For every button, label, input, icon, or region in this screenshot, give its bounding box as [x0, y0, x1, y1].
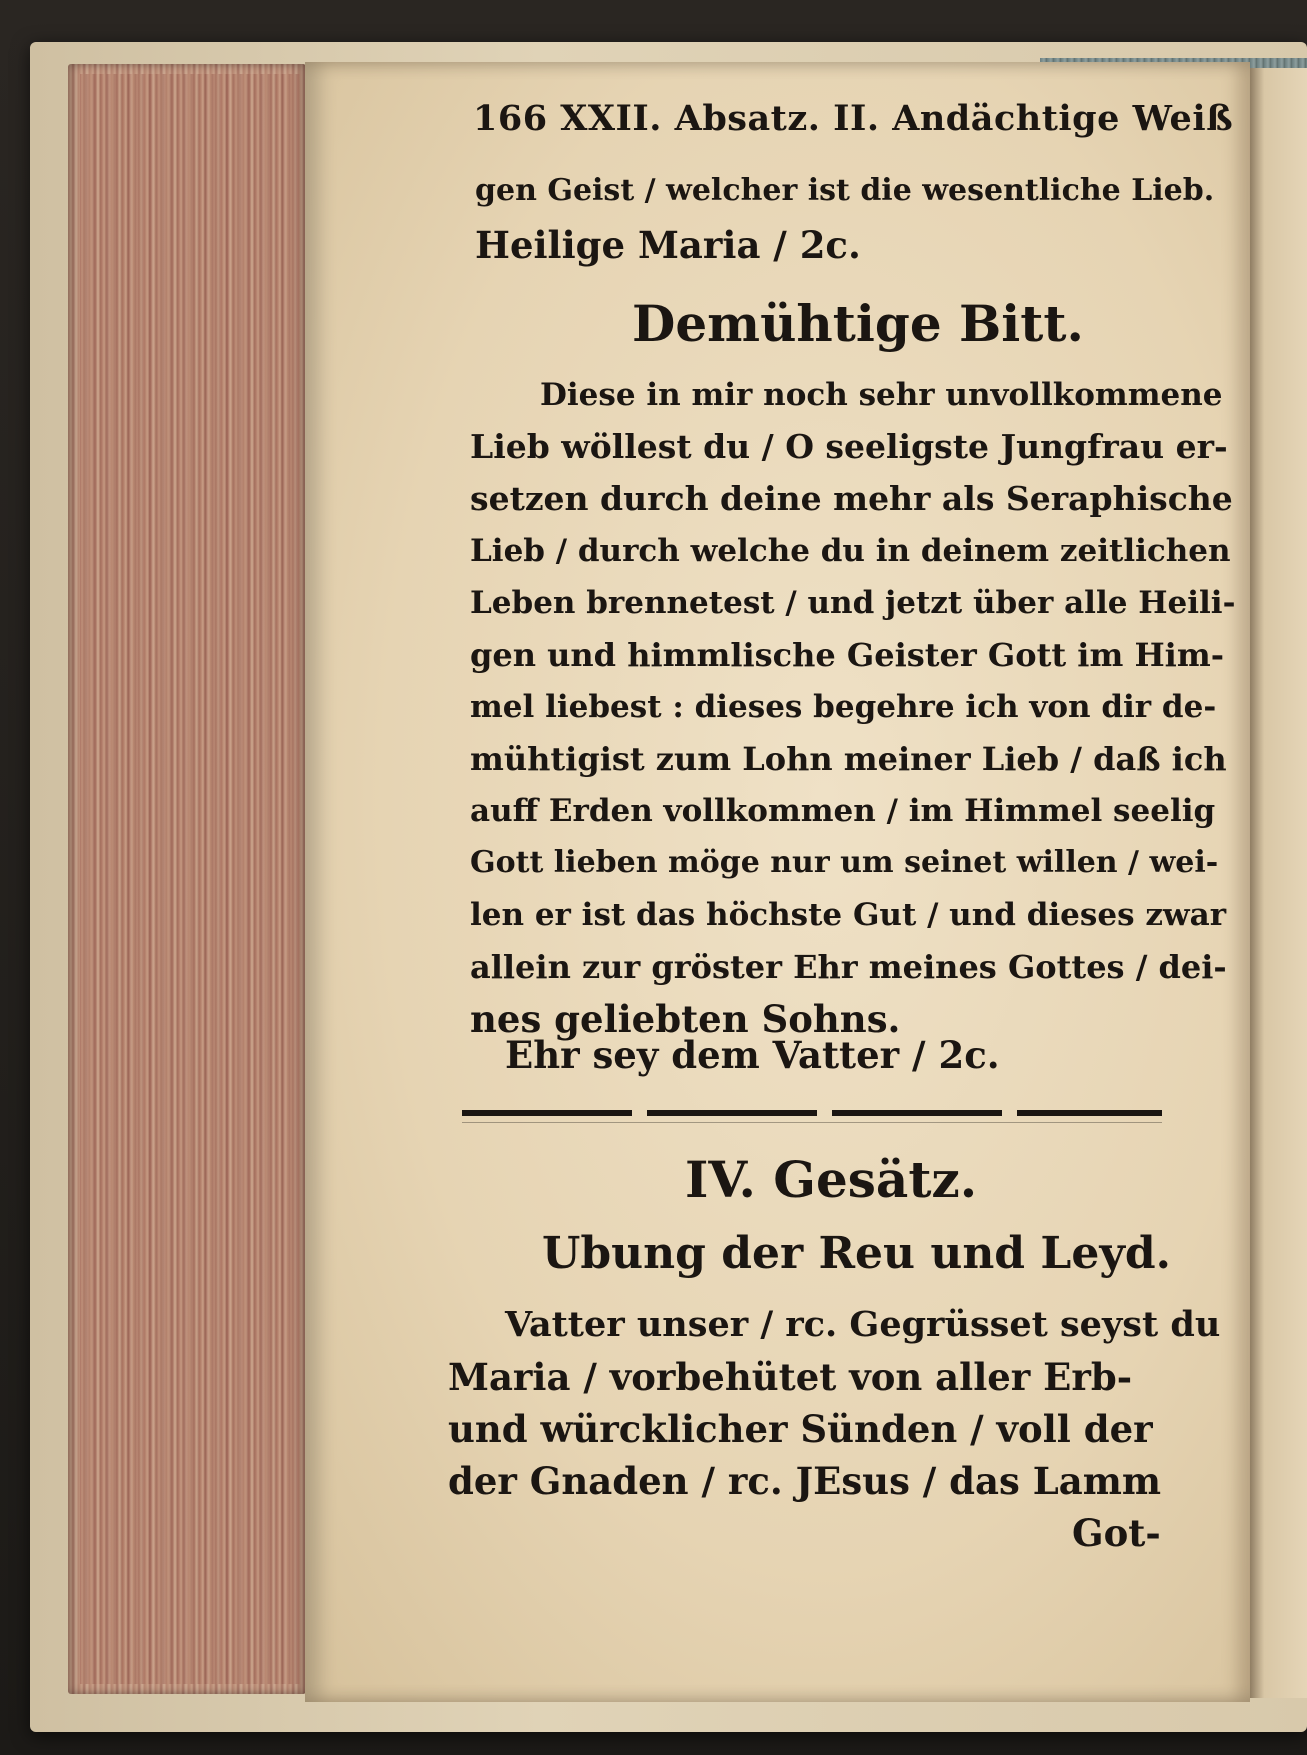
text-line: nes geliebten Sohns. — [470, 997, 901, 1041]
catchword: Got- — [1072, 1511, 1161, 1555]
text-line: len er ist das höchste Gut / und dieses zwar — [470, 897, 1227, 933]
text-line: Lieb / durch welche du in deinem zeitlichen — [470, 533, 1231, 569]
section-divider — [462, 1110, 1162, 1116]
chapter-subtitle: Ubung der Reu und Leyd. — [542, 1228, 1171, 1279]
text-line: Maria / vorbehütet von aller Erb- — [448, 1355, 1133, 1399]
text-line: Vatter unser / rc. Gegrüsset seyst du — [505, 1304, 1221, 1345]
text-line: setzen durch deine mehr als Seraphische — [470, 479, 1233, 518]
page-header: 166 XXII. Absatz. II. Andächtige Weiß — [473, 98, 1234, 139]
text-line: allein zur gröster Ehr meines Gottes / dei- — [470, 948, 1227, 986]
text-line: Leben brennetest / und jetzt über alle Heili- — [470, 585, 1236, 621]
text-line: auff Erden vollkommen / im Himmel seelig — [470, 793, 1216, 829]
text-line: und würcklicher Sünden / voll der — [448, 1407, 1153, 1451]
text-line: der Gnaden / rc. JEsus / das Lamm — [448, 1459, 1162, 1503]
text-line: mühtigist zum Lohn meiner Lieb / daß ich — [470, 740, 1227, 778]
section-title: Demühtige Bitt. — [632, 294, 1084, 353]
text-line: gen und himmlische Geister Gott im Him- — [470, 636, 1224, 674]
section-divider-thin — [462, 1122, 1162, 1123]
page-edge-detail — [80, 74, 300, 1684]
text-line: gen Geist / welcher ist die wesentliche Lieb. — [475, 173, 1215, 208]
text-line: Lieb wöllest du / O seeligste Jungfrau er- — [470, 427, 1228, 466]
chapter-title: IV. Gesätz. — [685, 1150, 978, 1209]
facing-page-edge — [1250, 68, 1307, 1698]
text-line: Ehr sey dem Vatter / 2c. — [505, 1033, 1000, 1077]
text-line: Gott lieben möge nur um seinet willen / wei- — [470, 845, 1219, 880]
text-line: mel liebest : dieses begehre ich von dir de- — [470, 689, 1217, 725]
text-line: Heilige Maria / 2c. — [475, 223, 861, 267]
text-line: Diese in mir noch sehr unvollkommene — [540, 377, 1223, 413]
